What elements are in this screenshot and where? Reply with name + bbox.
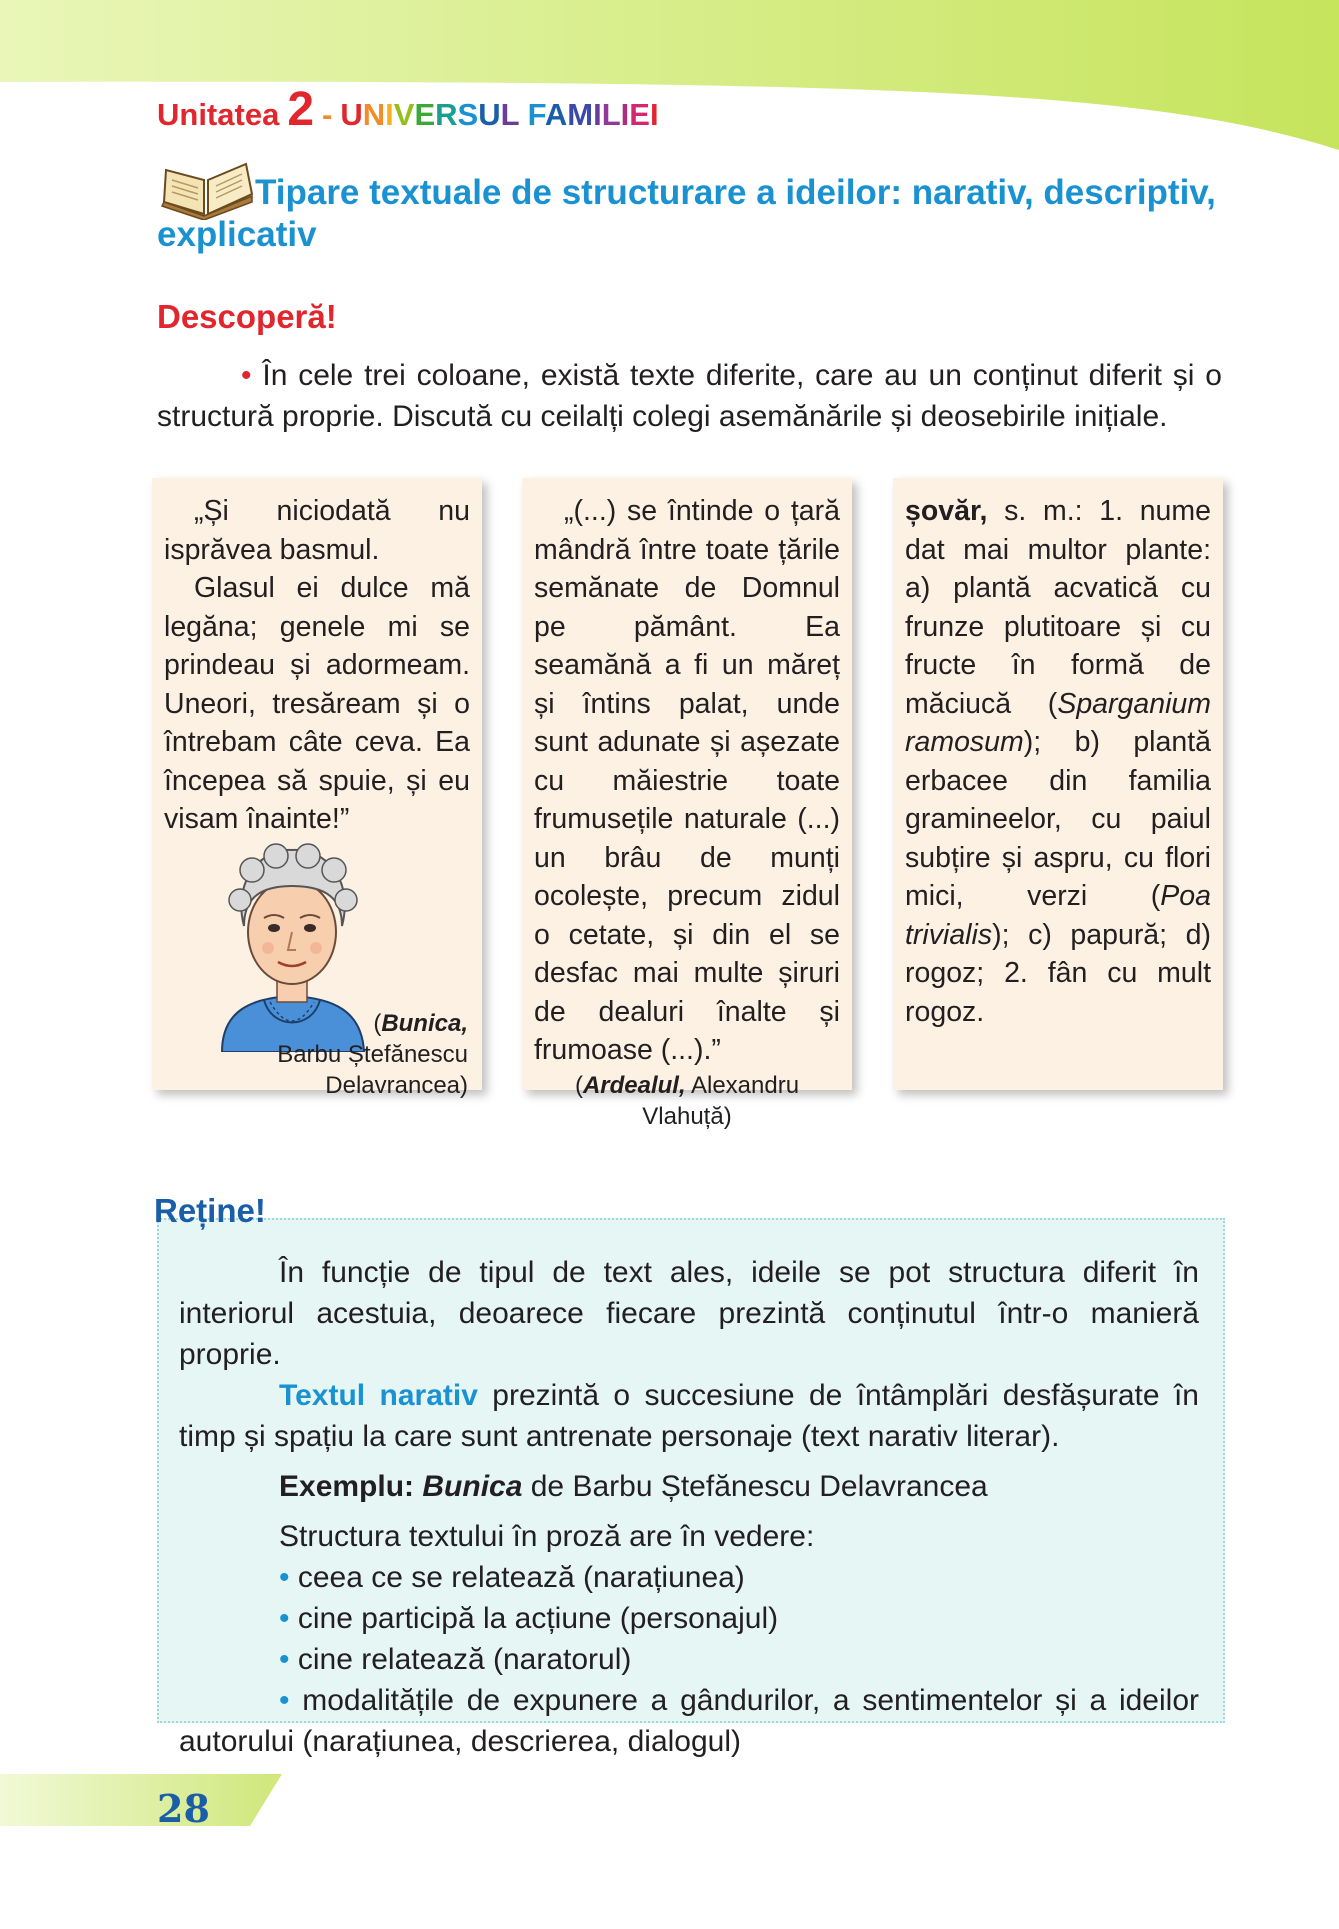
unit-title-letter: F xyxy=(527,97,545,132)
box1-source-author: Barbu Ștefănescu Delavrancea) xyxy=(277,1041,468,1099)
unit-title-letter: L xyxy=(500,97,519,132)
bottom-decorative-band xyxy=(0,1770,300,1830)
unit-title-letter: R xyxy=(435,97,458,132)
unit-title-letter: I xyxy=(385,97,394,132)
box3-term: șovăr, xyxy=(905,495,988,527)
text-box-explanatory xyxy=(893,478,1223,1090)
unit-number: 2 xyxy=(287,83,315,136)
discover-heading: Descoperă! xyxy=(157,298,337,335)
example-title: Bunica xyxy=(422,1470,523,1503)
unit-title-letter xyxy=(519,97,528,132)
unit-title-letter: M xyxy=(567,97,594,132)
box1-paragraph-2: Glasul ei dulce mă legăna; genele mi se prindeau și adormeam. Uneori, tresăream și o întrebam câte ceva. Ea începea să spuie, și eu visam înainte!” xyxy=(164,572,470,835)
box1-source-title: Bunica, xyxy=(381,1010,468,1037)
box2-source-title: Ardealul, xyxy=(582,1071,686,1099)
unit-title-letter: E xyxy=(414,97,436,132)
unit-word: Unitatea xyxy=(157,97,280,132)
box3-definition: șovăr, s. m.: 1. nume dat mai multor plante: a) plantă acvatică cu frunze plutitoare și cu fructe în formă de măciucă (Sparganium ramosum); b) plantă erbacee din familia gramineelor, cu paiul subțire și aspru, cu flori mici, verzi (Poa trivialis); c) papură; d) rogoz; 2. fân cu mult rogoz. xyxy=(905,495,1212,1028)
unit-title-letter: V xyxy=(393,97,415,132)
bullet: • xyxy=(241,359,252,392)
box2-source-author: Alexandru Vlahuță) xyxy=(642,1071,800,1130)
text-box-narrative xyxy=(152,478,482,1099)
unit-title-letter: N xyxy=(362,97,386,132)
remember-paragraph-2: Textul narativ prezintă o succesiune de întâmplări desfășurate în timp și spațiu la care sunt antrenate personaje (text narativ literar). xyxy=(179,1379,1199,1453)
list-item: • modalitățile de expunere a gândurilor, a sentimentelor și a ideilor autorului (narațiunea, descrierea, dialogul) xyxy=(179,1684,1199,1758)
box2-source: (Ardealul, Alexandru Vlahuță) xyxy=(574,1071,800,1130)
text-box-descriptive xyxy=(522,478,852,1130)
list-item: • cine relatează (naratorul) xyxy=(279,1643,632,1676)
remember-box xyxy=(157,1218,1225,1758)
unit-header: Unitatea 2 - UNIVERSUL FAMILIEI xyxy=(157,83,659,136)
box1-source: (Bunica, Barbu Ștefănescu Delavrancea) xyxy=(277,1010,468,1099)
discover-body: În cele trei coloane, există texte diferite, care au un conținut diferit și o structură proprie. Discută cu ceilalți colegi asemănările și deosebirile inițiale. xyxy=(157,359,1222,433)
unit-title-letter: S xyxy=(457,97,479,132)
unit-title-letter: A xyxy=(544,97,568,132)
page-number: 28 xyxy=(157,1786,210,1831)
narrative-term: Textul narativ xyxy=(279,1379,478,1412)
unit-title-letter: E xyxy=(629,97,650,132)
unit-title-letter: I xyxy=(649,97,659,132)
remember-paragraph-1: În funcție de tipul de text ales, ideile se pot structura diferit în interiorul acestuia, deoarece fiecare prezintă conținutul într-o manieră proprie. xyxy=(179,1256,1199,1371)
unit-title-letter: U xyxy=(478,97,501,132)
unit-title-letter: L xyxy=(601,97,621,132)
list-item: • ceea ce se relatează (narațiunea) xyxy=(279,1561,745,1594)
example-line: Exemplu: Bunica de Barbu Ștefănescu Delavrancea xyxy=(279,1470,988,1503)
unit-title-letter: U xyxy=(340,97,363,132)
box1-paragraph-1: „Și niciodată nu isprăvea basmul. xyxy=(164,495,470,566)
unit-title xyxy=(340,97,658,132)
unit-title-letter: I xyxy=(593,97,602,132)
box2-text: „(...) se întinde o țară mândră între toate țările semănate de Domnul pe pământ. Ea seamănă a fi un măreț și întins palat, unde sunt adunate și așezate cu măiestrie toate frumusețile naturale (...) un brâu de munți ocolește, precum zidul o cetate, și din el se desfac mai multe șiruri de dealuri înalte și frumoase (...).” xyxy=(534,495,840,1066)
section-title: Tipare textuale de structurare a ideilor: narativ, descriptiv, explicativ xyxy=(157,173,1216,254)
list-item: • cine participă la acțiune (personajul) xyxy=(279,1602,779,1635)
discover-text xyxy=(157,355,1222,437)
structure-intro: Structura textului în proză are în vedere: xyxy=(279,1520,815,1553)
unit-title-letter: I xyxy=(620,97,630,132)
remember-heading: Reține! xyxy=(154,1192,266,1229)
